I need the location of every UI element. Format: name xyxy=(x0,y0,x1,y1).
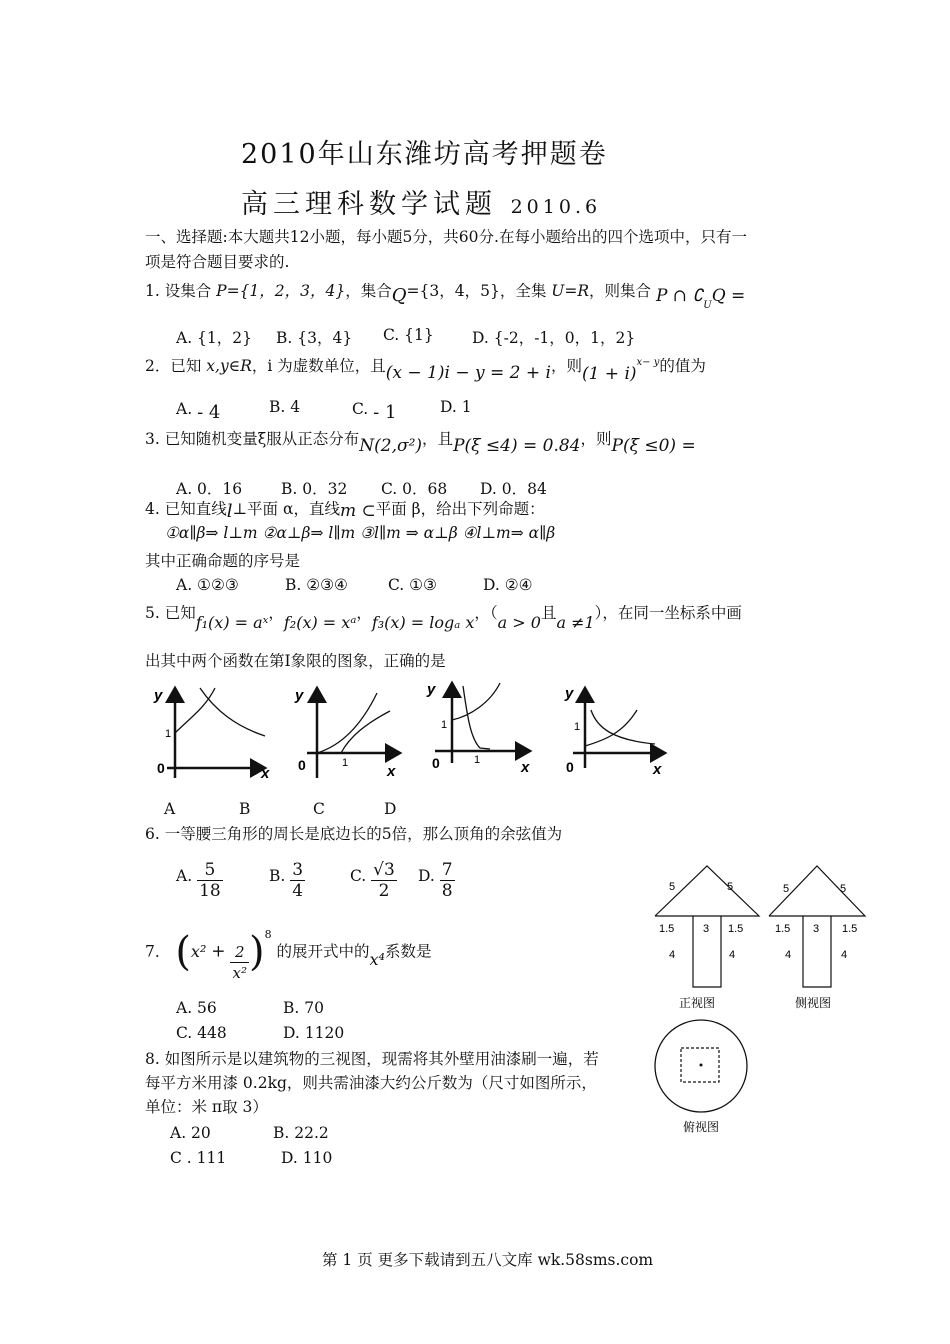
svg-text:y: y xyxy=(565,685,574,702)
svg-text:y: y xyxy=(295,687,304,704)
question-8-line3: 单位：米 π取 3） xyxy=(145,1098,268,1116)
q4-option-a: A. ①②③ xyxy=(176,576,239,594)
graph-a xyxy=(153,687,270,782)
q6-option-c: C. $\frac{√3}{2}$ xyxy=(350,860,395,901)
svg-text:1.5: 1.5 xyxy=(728,923,744,935)
svg-text:1: 1 xyxy=(474,754,481,766)
svg-text:0: 0 xyxy=(432,755,440,771)
svg-text:1.5: 1.5 xyxy=(659,923,675,935)
front-view-label: 正视图 xyxy=(679,996,716,1010)
svg-text:1.5: 1.5 xyxy=(842,923,858,935)
question-4: 4. 已知直线l⊥平面 α，直线m ⊂平面 β，给出下列命题： xyxy=(145,500,545,522)
svg-text:x: x xyxy=(521,759,530,776)
q8-option-b: B. 22.2 xyxy=(273,1124,329,1142)
svg-text:x: x xyxy=(261,765,270,782)
q4-option-d: D. ②④ xyxy=(483,576,533,594)
subtitle-text: 高三理科数学试题 xyxy=(241,189,497,220)
q8-option-c: C . 111 xyxy=(170,1149,227,1167)
q3-option-d: D. 0．84 xyxy=(480,480,547,498)
graph-label-a: A xyxy=(164,800,176,818)
q7-option-d: D. 1120 xyxy=(283,1024,345,1042)
q3-option-b: B. 0．32 xyxy=(281,480,348,498)
question-7: 7． (x² + $\frac{2}{\text{x²}}$ )$^8$ 的展开式中的x⁴系数是 xyxy=(145,928,432,982)
side-view-label: 侧视图 xyxy=(795,996,832,1010)
svg-text:1: 1 xyxy=(441,719,448,731)
q2-option-d: D. 1 xyxy=(440,398,472,416)
q5-line2: 出其中两个函数在第Ⅰ象限的图象，正确的是 xyxy=(145,652,446,670)
graph-label-d: D xyxy=(384,800,397,818)
question-5: 5. 已知f₁(x) = aˣ，f₂(x) = xᵃ，f₃(x) = logₐ x，（a > 0且a ≠1），在同一坐标系中画 xyxy=(145,604,742,632)
svg-text:0: 0 xyxy=(298,757,306,773)
svg-text:4: 4 xyxy=(841,949,848,961)
graph-c xyxy=(426,681,530,776)
question-8: 8. 如图所示是以建筑物的三视图，现需将其外壁用油漆刷一遍，若 xyxy=(145,1050,599,1068)
question-3: 3. 已知随机变量ξ服从正态分布N(2,σ²)，且P(ξ ≤4) = 0.84，则P(ξ ≤0) = xyxy=(145,430,696,456)
svg-text:5: 5 xyxy=(727,881,734,893)
top-view-label: 俯视图 xyxy=(683,1120,720,1134)
q4-option-c: C. ①③ xyxy=(388,576,437,594)
svg-text:1: 1 xyxy=(574,721,581,733)
page-subtitle xyxy=(241,182,601,221)
svg-text:x: x xyxy=(653,761,662,778)
q8-option-d: D. 110 xyxy=(281,1149,333,1167)
svg-text:1: 1 xyxy=(165,728,172,740)
question-8-line2: 每平方米用漆 0.2kg，则共需油漆大约公斤数为（尺寸如图所示， xyxy=(145,1074,597,1092)
top-view xyxy=(655,1020,747,1112)
svg-text:4: 4 xyxy=(785,949,792,961)
question-1: 1. 设集合 P={1，2，3，4}，集合Q={3，4，5}，全集 U=R，则集合 P ∩ $∁_UQ$ = xyxy=(145,282,746,312)
q8-option-a: A. 20 xyxy=(170,1124,211,1142)
q1-option-b: B. {3，4} xyxy=(276,329,353,347)
question-6: 6. 一等腰三角形的周长是底边长的5倍，那么顶角的余弦值为 xyxy=(145,825,563,843)
svg-text:4: 4 xyxy=(729,949,736,961)
svg-text:0: 0 xyxy=(566,759,574,775)
q2-option-b: B. 4 xyxy=(269,398,301,416)
graph-b xyxy=(294,687,400,780)
q6-option-d: D. $\frac{7}{8}$ xyxy=(418,860,453,901)
graph-d xyxy=(564,685,665,778)
q6-option-b: B. $\frac{3}{4}$ xyxy=(269,860,304,901)
svg-text:4: 4 xyxy=(669,949,676,961)
section-heading: 一、选择题:本大题共12小题，每小题5分，共60分.在每小题给出的四个选项中，只有一 xyxy=(145,228,747,246)
q3-option-c: C. 0．68 xyxy=(381,480,448,498)
svg-text:0: 0 xyxy=(157,760,165,776)
q3-option-a: A. 0．16 xyxy=(176,480,243,498)
svg-text:y: y xyxy=(427,681,436,698)
svg-text:1.5: 1.5 xyxy=(775,923,791,935)
three-view-figure xyxy=(645,862,880,1142)
page-footer: 第 1 页 更多下载请到五八文库 wk.58sms.com xyxy=(322,1251,654,1269)
q4-ask: 其中正确命题的序号是 xyxy=(145,552,301,570)
svg-text:3: 3 xyxy=(703,923,710,935)
graph-label-b: B xyxy=(239,800,251,818)
q1-option-d: D. {-2，-1，0，1，2} xyxy=(472,329,636,347)
svg-text:y: y xyxy=(154,687,163,704)
q1-option-a: A. {1，2} xyxy=(176,329,252,347)
question-2: 2．已知 x,y∈R，i 为虚数单位，且(x − 1)i − y = 2 + i，则$(1 + i)^{x- y}$的值为 xyxy=(145,357,706,385)
page-title: 2010年山东潍坊高考押题卷 xyxy=(241,139,608,170)
q2-option-c: C. - 1 xyxy=(352,400,397,423)
section-heading-cont: 项是符合题目要求的. xyxy=(145,253,290,271)
exam-date: 2010.6 xyxy=(510,196,602,218)
q7-option-a: A. 56 xyxy=(176,999,217,1017)
svg-text:x: x xyxy=(387,763,396,780)
q1-option-c: C. {1} xyxy=(383,326,434,344)
q5-graphs xyxy=(145,678,675,783)
q4-propositions: ①α∥β⇒ l⊥m ②α⊥β⇒ l∥m ③l∥m ⇒ α⊥β ④l⊥m⇒ α∥β xyxy=(165,524,556,542)
svg-text:3: 3 xyxy=(813,923,820,935)
q6-option-a: A. $\frac{5}{18}$ xyxy=(176,860,221,901)
q2-option-a: A. - 4 xyxy=(176,400,221,423)
graph-label-c: C xyxy=(313,800,325,818)
q7-option-b: B. 70 xyxy=(283,999,324,1017)
q4-option-b: B. ②③④ xyxy=(285,576,348,594)
svg-text:5: 5 xyxy=(669,881,676,893)
svg-text:1: 1 xyxy=(342,757,349,769)
svg-text:5: 5 xyxy=(783,883,790,895)
q7-option-c: C. 448 xyxy=(176,1024,227,1042)
svg-text:5: 5 xyxy=(840,883,847,895)
